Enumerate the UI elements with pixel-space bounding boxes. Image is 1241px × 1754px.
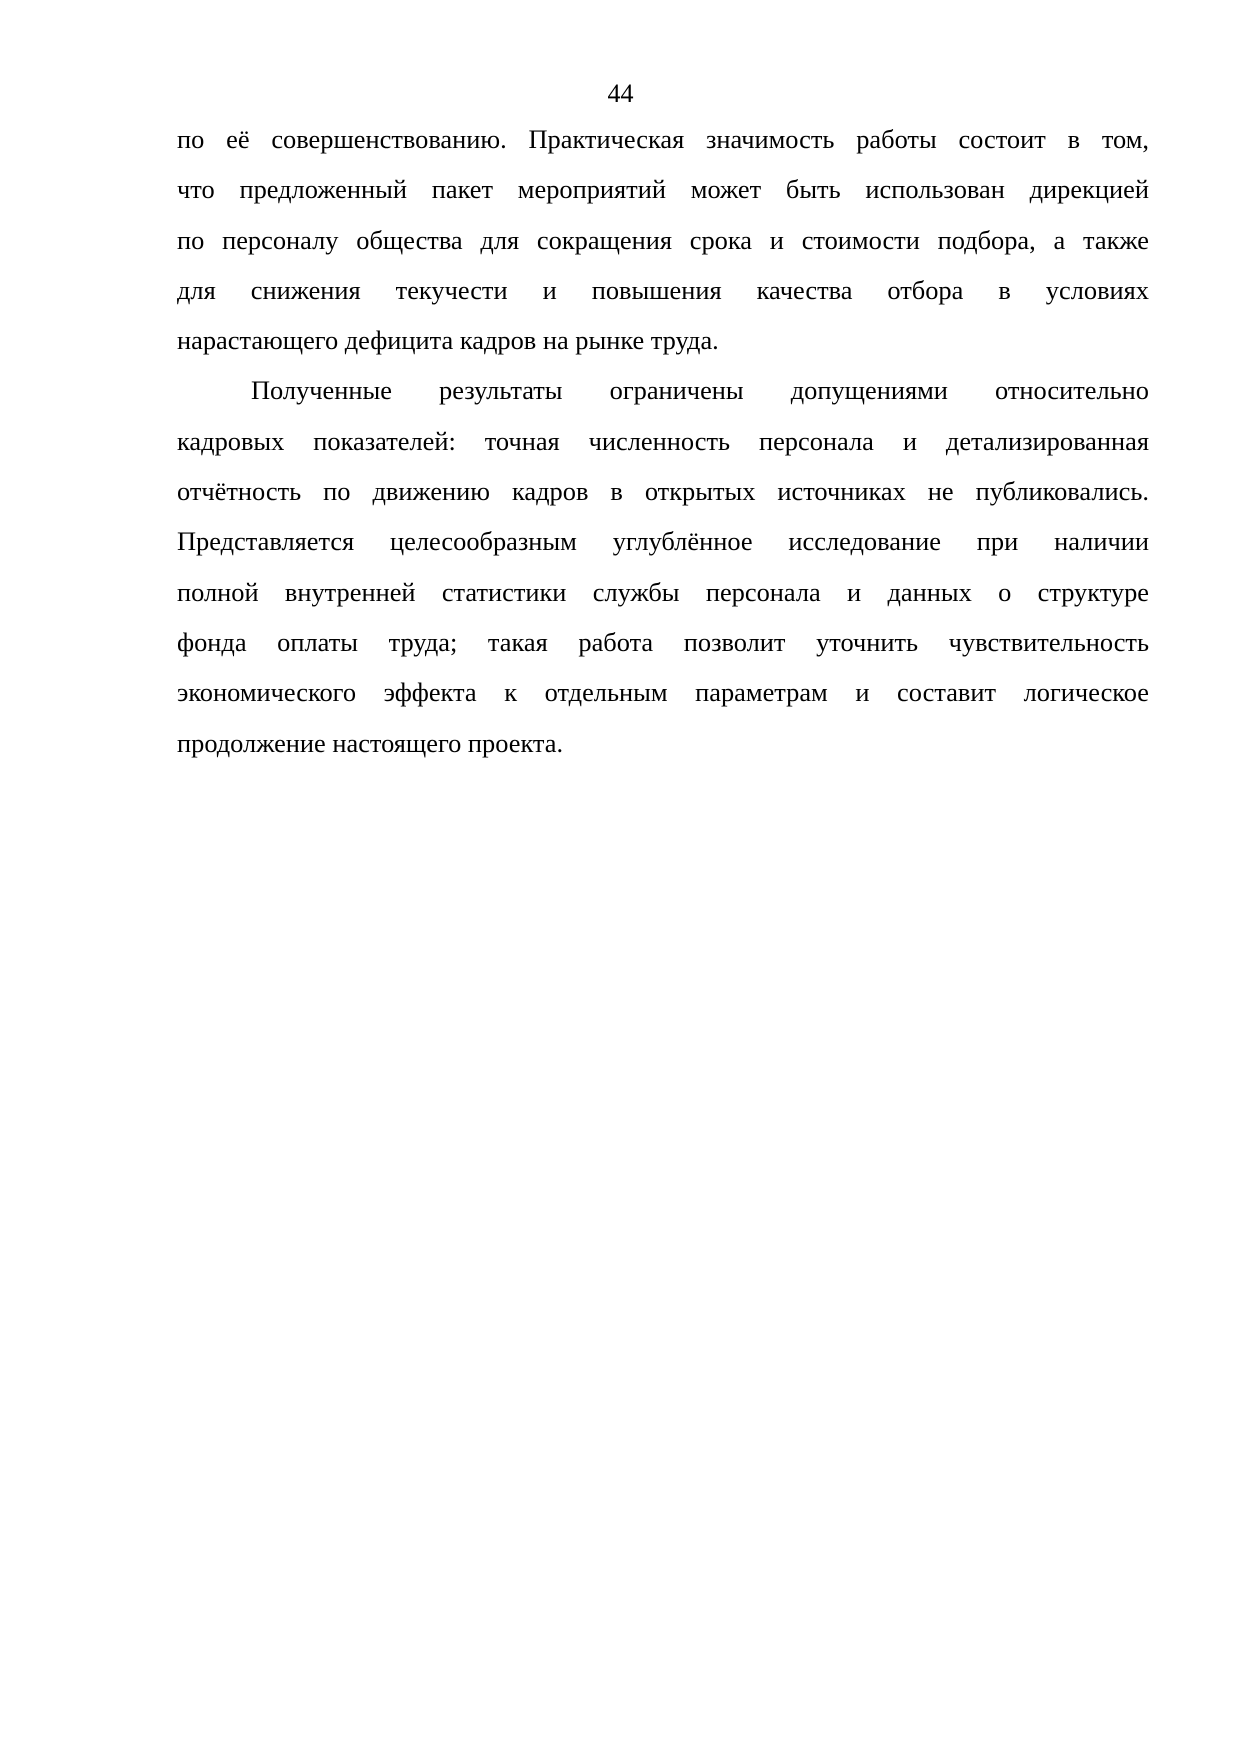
page-number: 44 <box>607 79 634 108</box>
document-body <box>177 114 1149 768</box>
text-line: экономического эффекта к отдельным параметрам и составит логическое <box>177 677 1149 708</box>
text-line: по её совершенствованию. Практическая значимость работы состоит в том, <box>177 124 1149 154</box>
paragraph-1 <box>177 114 1149 365</box>
text-line: что предложенный пакет мероприятий может быть использован дирекцией <box>177 174 1149 205</box>
text-line: продолжение настоящего проекта. <box>177 727 564 758</box>
text-line: Представляется целесообразным углублённое исследование при наличии <box>177 526 1149 557</box>
text-line: кадровых показателей: точная численность персонала и детализированная <box>177 425 1149 456</box>
text-line: по персоналу общества для сокращения срока и стоимости подбора, а также <box>177 224 1149 255</box>
text-line: отчётность по движению кадров в открытых источниках не публиковались. <box>177 476 1149 507</box>
text-line: для снижения текучести и повышения качества отбора в условиях <box>177 274 1149 305</box>
paragraph-2 <box>177 365 1149 767</box>
text-line: фонда оплаты труда; такая работа позволит уточнить чувствительность <box>177 626 1149 657</box>
text-line: полной внутренней статистики службы персонала и данных о структуре <box>177 576 1149 607</box>
text-line: нарастающего дефицита кадров на рынке труда. <box>177 325 719 356</box>
text-line: Полученные результаты ограничены допущениями относительно <box>251 375 1149 406</box>
